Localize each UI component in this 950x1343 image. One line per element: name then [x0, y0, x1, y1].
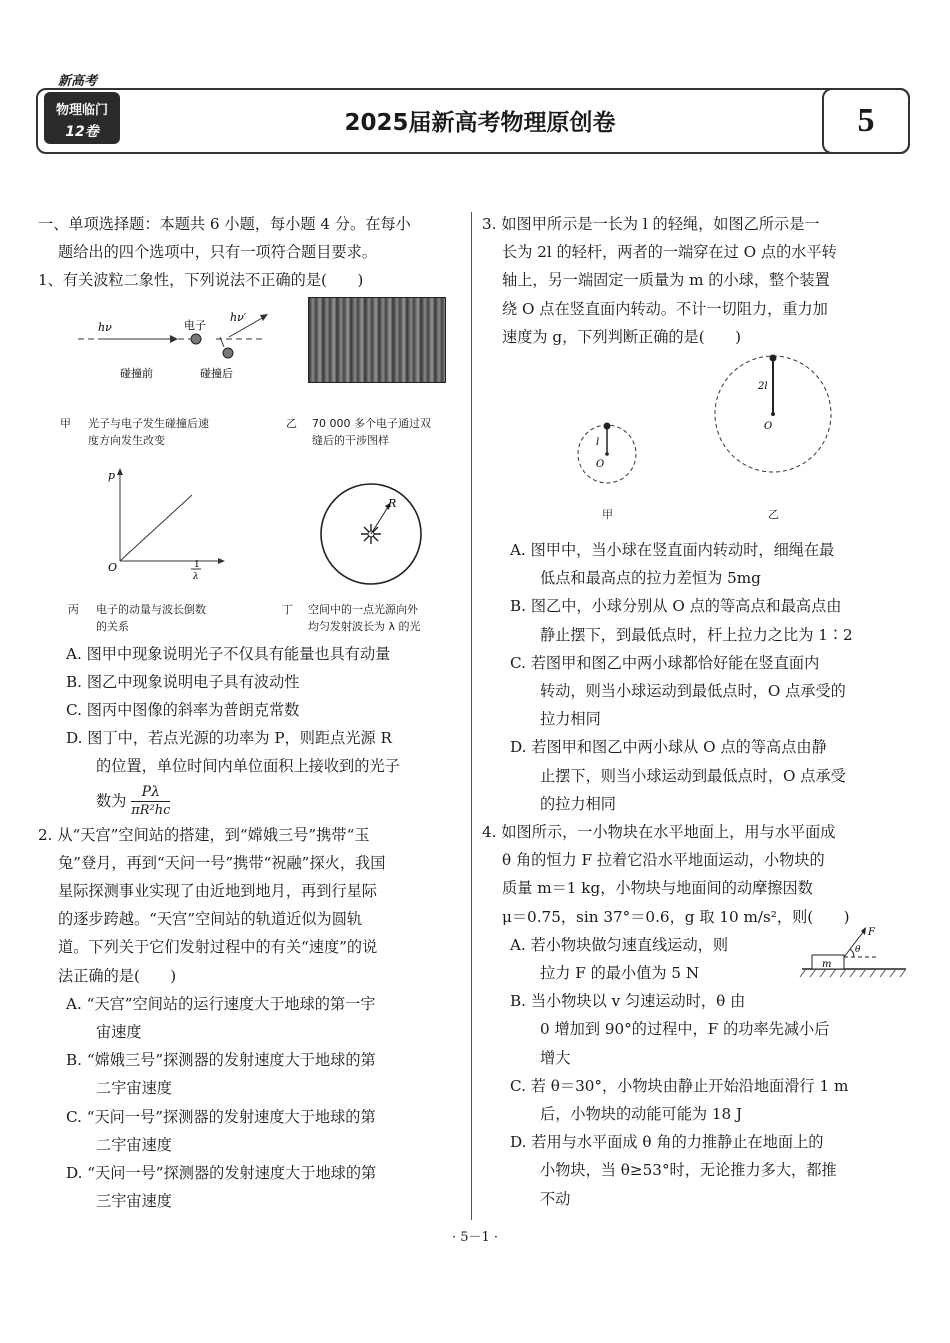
- q4-option-b-line2: 0 增加到 90°的过程中，F 的功率先减小后: [540, 1020, 830, 1039]
- q4-option-a-line1: A. 若小物块做匀速直线运动，则: [510, 935, 729, 954]
- q2-line3: 星际探测事业实现了由近地到地月，再到行星际: [58, 882, 377, 901]
- fig-a-label: 甲: [60, 416, 71, 430]
- series-label: 新高考: [58, 74, 98, 89]
- fig-a-hv2: hν′: [230, 310, 247, 324]
- q2-line1: 2. 从“天宫”空间站的搭建，到“嫦娥三号”携带“玉: [38, 825, 370, 844]
- q3-option-c-line3: 拉力相同: [540, 710, 601, 729]
- fig3a-label: 甲: [602, 508, 613, 522]
- q3-line1: 3. 如图甲所示是一长为 l 的轻绳，如图乙所示是一: [482, 215, 820, 233]
- q1-option-c: C. 图丙中图像的斜率为普朗克常数: [66, 701, 300, 720]
- page-number: · 5－1 ·: [451, 1230, 499, 1245]
- fig-a-electron: 电子: [184, 318, 206, 332]
- fig-d-r: R: [388, 496, 397, 510]
- q4-option-c-line2: 后，小物块的动能可能为 18 J: [540, 1105, 743, 1124]
- q1-option-d-line1: D. 图丁中，若点光源的功率为 P，则距点光源 R: [66, 729, 392, 748]
- fig-d-label: 丁: [282, 602, 293, 616]
- q3-option-a-line2: 低点和最高点的拉力差恒为 5mg: [540, 569, 761, 588]
- fig-a-caption-2: 度方向发生改变: [88, 433, 165, 447]
- q3-figures: [482, 351, 914, 536]
- q2-option-c-line1: C. “天问一号”探测器的发射速度大于地球的第: [66, 1107, 376, 1126]
- q4-option-b-line1: B. 当小物块以 v 匀速运动时，θ 由: [510, 992, 746, 1011]
- exam-title: 2025届新高考物理原创卷: [344, 110, 616, 136]
- q3-option-a-line1: A. 图甲中，当小球在竖直面内转动时，细绳在最: [510, 541, 835, 560]
- fig-a-after: 碰撞后: [200, 366, 233, 380]
- fig-compton-diagram: [74, 303, 254, 383]
- fig-c-caption-1: 电子的动量与波长倒数: [96, 602, 206, 616]
- q1-option-d-fraction: [131, 783, 170, 820]
- q3-line3: 轴上，另一端固定一质量为 m 的小球，整个装置: [502, 271, 830, 290]
- badge-line2: 12卷: [65, 124, 99, 140]
- fig-point-source: [316, 479, 426, 589]
- section-heading-line1: 一、单项选择题：本题共 6 小题，每小题 4 分。在每小: [38, 215, 411, 233]
- badge-line1: 物理临门: [55, 103, 108, 118]
- q1-option-b: B. 图乙中现象说明电子具有波动性: [66, 672, 300, 691]
- q2-option-d-line2: 三宇宙速度: [96, 1192, 172, 1211]
- fig-a-before: 碰撞前: [120, 366, 153, 380]
- fig-b-caption-1: 70 000 多个电子通过双: [312, 416, 431, 430]
- fig-a-caption-1: 光子与电子发生碰撞后速: [88, 416, 209, 430]
- q2-option-c-line2: 二宇宙速度: [96, 1135, 172, 1154]
- fig-c-caption-2: 的关系: [96, 619, 129, 633]
- q2-option-a-line2: 宙速度: [96, 1023, 142, 1042]
- q4-line3: 质量 m＝1 kg，小物块与地面间的动摩擦因数: [502, 879, 813, 898]
- q3-option-d-line3: 的拉力相同: [540, 794, 616, 813]
- fig-c-frac-den: λ: [193, 571, 199, 582]
- fig-block-force: [798, 925, 910, 987]
- left-column: [38, 210, 464, 1215]
- fig3b-label: 乙: [768, 508, 779, 522]
- fig-momentum-graph: [98, 463, 228, 582]
- q3-line5: 速度为 g，下列判断正确的是( ): [502, 327, 742, 346]
- q3-line4: 绕 O 点在竖直面内转动。不计一切阻力，重力加: [502, 299, 828, 318]
- q3-option-b-line2: 静止摆下，到最低点时，杆上拉力之比为 1∶2: [540, 625, 853, 644]
- q2-option-a-line1: A. “天宫”空间站的运行速度大于地球的第一宇: [66, 994, 376, 1013]
- fig4-f: F: [868, 926, 875, 938]
- fig3a-l: l: [596, 437, 600, 449]
- q3-option-b-line1: B. 图乙中，小球分别从 O 点的等高点和最高点由: [510, 597, 842, 616]
- fig-c-frac-num: 1: [194, 559, 200, 570]
- q2-line6: 法正确的是( ): [58, 966, 177, 985]
- q3-option-d-line1: D. 若图甲和图乙中两小球从 O 点的等高点由静: [510, 738, 827, 757]
- q1-option-a: A. 图甲中现象说明光子不仅具有能量也具有动量: [66, 644, 391, 663]
- q4-option-d-line2: 小物块，当 θ≥53°时，无论推力多大，都推: [540, 1161, 837, 1180]
- fig-c-p: p: [108, 468, 116, 482]
- q1-fraction-numerator: Pλ: [131, 783, 170, 802]
- q2-option-b-line1: B. “嫦娥三号”探测器的发射速度大于地球的第: [66, 1051, 376, 1070]
- q3-option-d-line2: 止摆下，则当小球运动到最低点时，O 点承受: [540, 766, 846, 785]
- q4-option-d-line1: D. 若用与水平面成 θ 角的力推静止在地面上的: [510, 1133, 824, 1152]
- q4-line2: θ 角的恒力 F 拉着它沿水平地面运动，小物块的: [502, 851, 825, 870]
- q4-option-b-line3: 增大: [540, 1048, 571, 1067]
- right-column: [482, 210, 914, 1213]
- q1-option-d-line2: 的位置，单位时间内单位面积上接收到的光子: [96, 757, 400, 776]
- q2-option-b-line2: 二宇宙速度: [96, 1079, 172, 1098]
- fig3a-o: O: [596, 459, 605, 471]
- q3-line2: 长为 2l 的轻杆，两者的一端穿在过 O 点的水平转: [502, 243, 837, 262]
- q4-option-d-line3: 不动: [540, 1189, 571, 1208]
- q1-option-d-line3: [38, 781, 464, 821]
- column-divider: [471, 212, 472, 1220]
- fig-d-caption-2: 均匀发射波长为 λ 的光: [308, 619, 421, 633]
- fig-rod-circle: [710, 351, 836, 477]
- fig4-m: m: [822, 958, 832, 970]
- q2-line4: 的逐步跨越。“天宫”空间站的轨道近似为圆轨: [58, 910, 363, 929]
- fig-c-label: 丙: [68, 602, 79, 616]
- fig-a-hv: hν: [98, 320, 112, 334]
- q4-option-a-block: [482, 926, 914, 987]
- q1-figures: [38, 295, 464, 640]
- fig-c-origin: O: [108, 560, 118, 574]
- fig3b-l: 2l: [758, 381, 768, 393]
- paper-number: 5: [822, 88, 910, 154]
- q2-line5: 道。下列关于它们发射过程中的有关“速度”的说: [58, 938, 378, 957]
- fig4-theta: θ: [855, 944, 861, 955]
- q4-option-c-line1: C. 若 θ＝30°，小物块由静止开始沿地面滑行 1 m: [510, 1076, 849, 1095]
- q2-option-d-line1: D. “天问一号”探测器的发射速度大于地球的第: [66, 1164, 377, 1183]
- q1-stem: 1、有关波粒二象性，下列说法不正确的是( ): [38, 271, 364, 290]
- q1-option-d-prefix: 数为: [96, 791, 127, 810]
- fig-interference-pattern: [308, 297, 446, 383]
- fig-b-caption-2: 缝后的干涉图样: [312, 433, 389, 447]
- series-badge: [44, 92, 120, 144]
- fig-rope-circle: [572, 419, 642, 489]
- q1-fraction-denominator: πR²hc: [131, 803, 171, 819]
- q4-line4: μ＝0.75，sin 37°＝0.6，g 取 10 m/s²，则( ): [502, 907, 850, 926]
- q4-option-a-line2: 拉力 F 的最小值为 5 N: [540, 964, 700, 983]
- q3-option-c-line2: 转动，则当小球运动到最低点时，O 点承受的: [540, 682, 846, 701]
- q2-line2: 兔”登月，再到“天问一号”携带“祝融”探火，我国: [58, 853, 386, 872]
- section-heading-line2: 题给出的四个选项中，只有一项符合题目要求。: [58, 243, 377, 262]
- fig-d-caption-1: 空间中的一点光源向外: [308, 602, 418, 616]
- fig-b-label: 乙: [286, 416, 297, 430]
- fig3b-o: O: [764, 421, 773, 433]
- q3-option-c-line1: C. 若图甲和图乙中两小球都恰好能在竖直面内: [510, 653, 820, 672]
- q4-line1: 4. 如图所示，一小物块在水平地面上，用与水平面成: [482, 823, 836, 842]
